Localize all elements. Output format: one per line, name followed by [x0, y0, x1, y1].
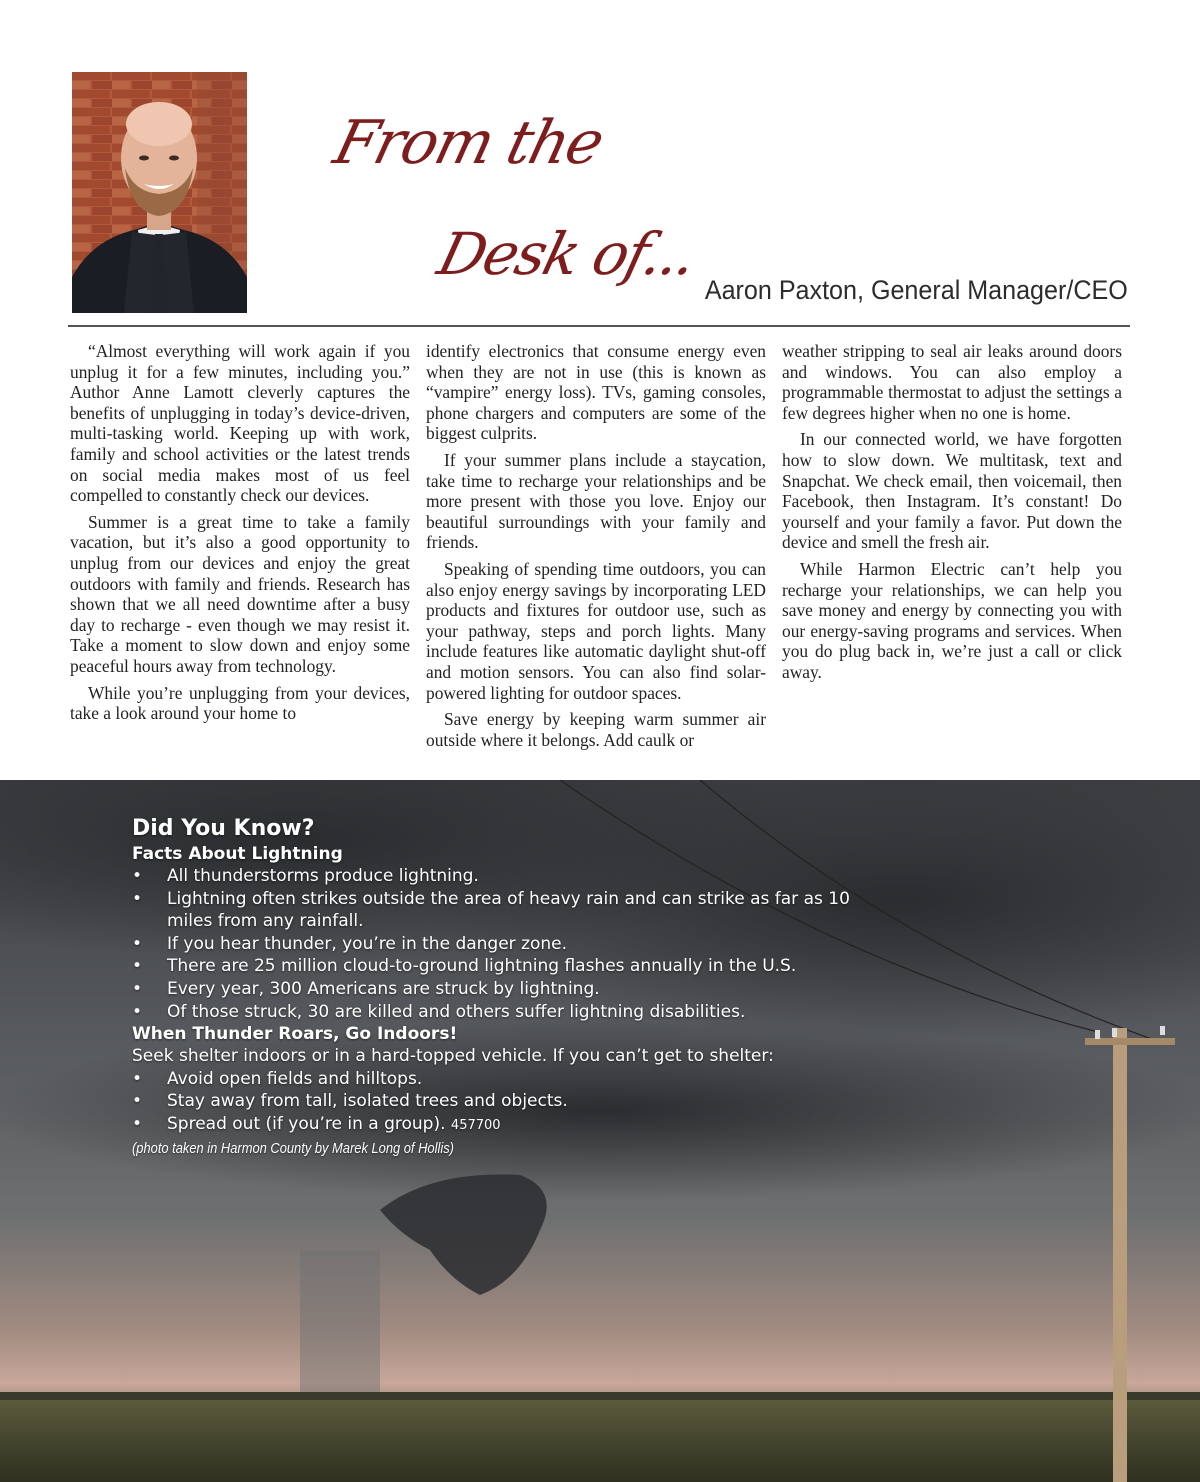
reference-code: 457700 — [450, 1117, 501, 1133]
list-item — [132, 865, 892, 888]
fact-text: Of those struck, 30 are killed and others suffer lightning disabilities. — [167, 1001, 746, 1022]
paragraph: If your summer plans include a staycation, take time to recharge your relationships and be more present with those you love. Enjoy our beautiful surroundings with your family and friends. — [426, 449, 766, 553]
article-column-1 — [70, 341, 410, 730]
bullet-icon: • — [132, 1113, 143, 1134]
thunder-heading: When Thunder Roars, Go Indoors! — [132, 1024, 458, 1045]
header-divider — [68, 325, 1130, 327]
portrait-photo — [72, 72, 247, 313]
list-item — [132, 1113, 892, 1138]
bullet-icon: • — [132, 866, 143, 886]
fact-text: All thunderstorms produce lightning. — [167, 866, 479, 886]
paragraph: While Harmon Electric can’t help you recharge your relationships, we can help you save money and energy by connecting you with our energy-saving programs and services. When you do plug back in, we’re just a call or click away. — [782, 558, 1122, 682]
byline: Aaron Paxton, General Manager/CEO — [705, 275, 1128, 305]
bullet-icon: • — [132, 933, 143, 954]
article-column-3 — [782, 341, 1122, 689]
bullet-icon: • — [132, 1001, 143, 1022]
article-column-2 — [426, 341, 766, 756]
paragraph: While you’re unplugging from your devices, take a look around your home to — [70, 682, 410, 724]
did-you-know-box — [132, 815, 892, 1157]
list-item — [132, 955, 892, 978]
list-item — [132, 1090, 892, 1113]
photo-credit: (photo taken in Harmon County by Marek Long of Hollis) — [132, 1139, 454, 1157]
paragraph: weather stripping to seal air leaks around doors and windows. You can also employ a programmable thermostat to adjust the settings a few degrees higher when no one is home. — [782, 341, 1122, 423]
lightning-facts-list — [132, 865, 892, 1023]
bullet-icon: • — [132, 1068, 143, 1089]
paragraph: Save energy by keeping warm summer air outside where it belongs. Add caulk or — [426, 709, 766, 750]
did-you-know-title: Did You Know? — [132, 816, 315, 841]
bullet-icon: • — [132, 888, 143, 909]
paragraph: In our connected world, we have forgotten how to slow down. We multitask, text and Snapchat. We check email, then voicemail, then Facebook, then Instagram. It’s constant! Do yourself and your family a favor. Put down the device and smell the fresh air. — [782, 429, 1122, 553]
list-item — [132, 933, 892, 956]
tip-text: Spread out (if you’re in a group). — [167, 1113, 446, 1134]
shelter-intro: Seek shelter indoors or in a hard-topped vehicle. If you can’t get to shelter: — [132, 1046, 774, 1067]
script-title-line-2: Desk of... — [431, 220, 703, 288]
tip-text: Stay away from tall, isolated trees and objects. — [167, 1091, 568, 1112]
bullet-icon: • — [132, 1091, 143, 1112]
tip-text: Avoid open fields and hilltops. — [167, 1068, 423, 1089]
bullet-icon: • — [132, 978, 143, 999]
fact-text: If you hear thunder, you’re in the danger zone. — [167, 933, 568, 954]
script-title-line-1: From the — [327, 108, 610, 178]
shelter-tips-list — [132, 1068, 892, 1138]
list-item — [132, 888, 892, 933]
portrait-illustration — [72, 72, 247, 313]
fact-text: Every year, 300 Americans are struck by lightning. — [167, 978, 600, 999]
fact-text: Lightning often strikes outside the area of heavy rain and can strike as far as 10 miles from any rainfall. — [167, 888, 850, 932]
paragraph: Summer is a great time to take a family vacation, but it’s also a good opportunity to unplug from our devices and enjoy the great outdoors with family and friends. Research has shown that we all need downtime after a busy day to recharge - even though we may resist it. Take a moment to slow down and enjoy some peaceful hours away from technology. — [70, 511, 410, 676]
paragraph: identify electronics that consume energy even when they are not in use (this is known as “vampire” energy loss). TVs, gaming consoles, phone chargers and computers are some of the biggest culprits. — [426, 341, 766, 444]
list-item — [132, 1001, 892, 1024]
list-item — [132, 1068, 892, 1091]
paragraph: “Almost everything will work again if you unplug it for a few minutes, including you.” Author Anne Lamott cleverly captures the benefits of unplugging in today’s device-driven, multi-tasking world. Keeping up with work, family and school activities or the latest trends on social media makes most of us feel compelled to constantly check our devices. — [70, 341, 410, 506]
paragraph: Speaking of spending time outdoors, you can also enjoy energy savings by incorporating LED products and fixtures for outdoor use, such as your pathway, steps and porch lights. Many include features like automatic daylight shut-off and motion sensors. You can also find solar-powered lighting for outdoor spaces. — [426, 558, 766, 703]
bullet-icon: • — [132, 956, 143, 977]
list-item — [132, 978, 892, 1001]
lightning-facts-subtitle: Facts About Lightning — [132, 844, 343, 864]
fact-text: There are 25 million cloud-to-ground lightning flashes annually in the U.S. — [167, 956, 797, 977]
